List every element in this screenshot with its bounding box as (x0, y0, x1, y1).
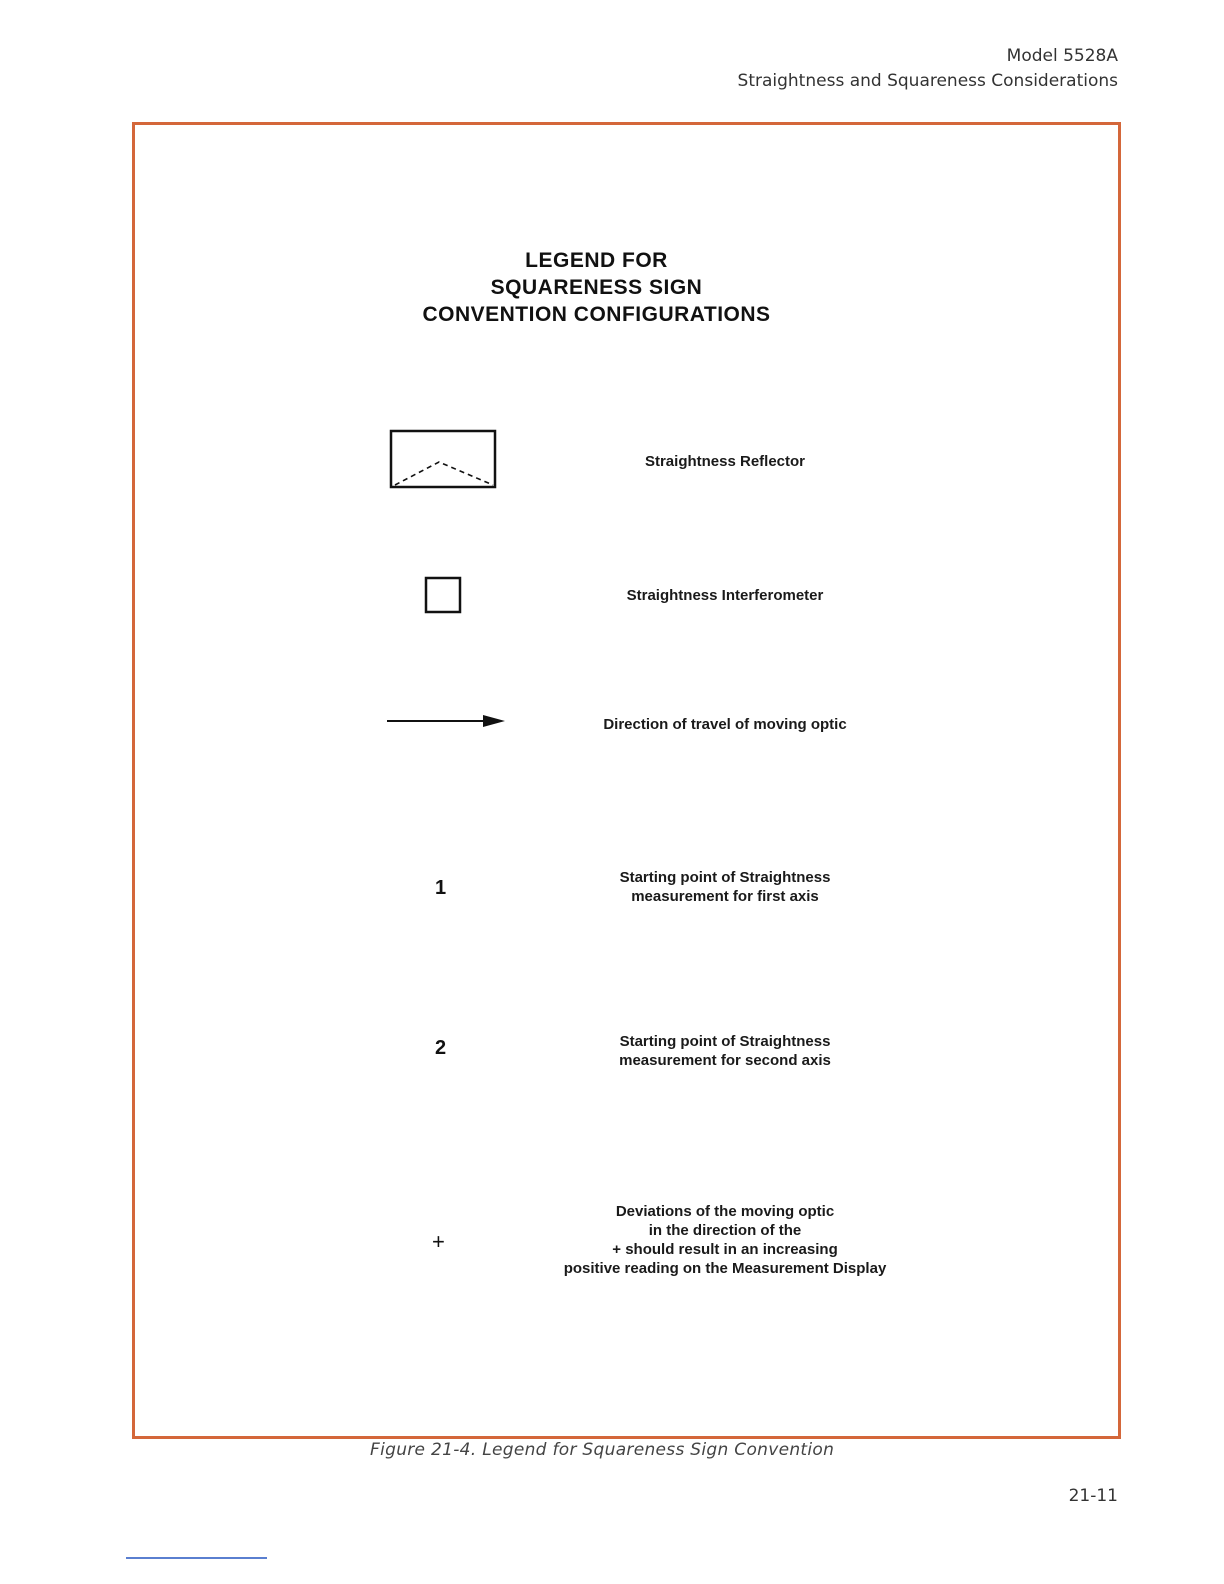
legend-item-line: Starting point of Straightness (619, 1033, 831, 1050)
legend-item-line: measurement for first axis (631, 888, 819, 905)
plus-symbol: + (432, 1229, 445, 1254)
header-section: Straightness and Squareness Considerations (737, 71, 1118, 91)
arrow-right-icon (385, 713, 507, 729)
legend-item-line: Direction of travel of moving optic (603, 716, 847, 733)
legend-item-line: Deviations of the moving optic (615, 1203, 835, 1220)
legend-item-line: Straightness Reflector (644, 453, 806, 470)
legend-item-start-second-axis (555, 1032, 895, 1070)
legend-item-start-first-axis (555, 868, 895, 906)
legend-item-line: Starting point of Straightness (619, 869, 831, 886)
figure-caption: Figure 21-4. Legend for Squareness Sign Convention (370, 1440, 835, 1460)
legend-title-line: CONVENTION CONFIGURATIONS (422, 303, 771, 326)
starting-point-1-symbol: 1 (435, 877, 447, 899)
legend-item-line: in the direction of the (648, 1222, 802, 1239)
legend-item-line: measurement for second axis (619, 1052, 831, 1069)
legend-title-line: LEGEND FOR (525, 249, 668, 272)
page-number: 21-11 (1068, 1486, 1118, 1506)
legend-item-interferometer (555, 586, 895, 605)
legend-item-line: Straightness Interferometer (626, 587, 824, 604)
figure-frame (132, 122, 1121, 1439)
legend-item-direction (555, 715, 895, 734)
legend-title-line: SQUARENESS SIGN (490, 276, 703, 299)
legend-title (135, 247, 1118, 328)
straightness-reflector-icon (389, 429, 497, 489)
legend-item-reflector (555, 452, 895, 471)
legend-item-line: positive reading on the Measurement Display (563, 1260, 887, 1277)
straightness-interferometer-icon (424, 576, 462, 614)
legend-item-line: + should result in an increasing (612, 1241, 838, 1258)
legend-item-deviation (515, 1202, 935, 1278)
footer-rule (126, 1557, 267, 1559)
page-header (738, 44, 1118, 94)
header-model: Model 5528A (1006, 46, 1118, 66)
starting-point-2-symbol: 2 (435, 1037, 447, 1059)
